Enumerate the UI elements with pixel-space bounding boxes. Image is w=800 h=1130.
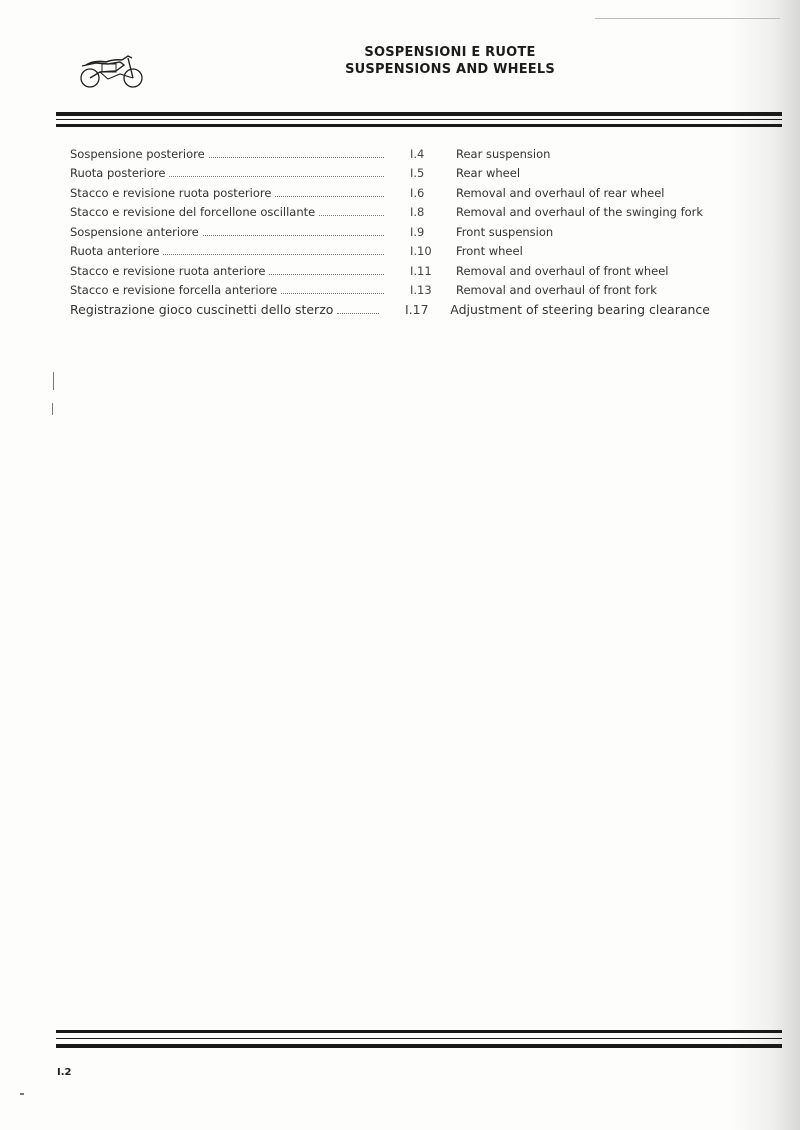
toc-italian-label: Ruota posteriore	[70, 166, 166, 180]
scan-mark	[52, 403, 53, 415]
toc-page-ref: I.6	[410, 185, 425, 200]
header-rule-thin	[56, 119, 782, 120]
toc-italian-label: Ruota anteriore	[70, 244, 160, 258]
scan-mark	[20, 1093, 24, 1095]
section-title-italian: SOSPENSIONI E RUOTE	[364, 45, 536, 60]
toc-english-label: Rear wheel	[456, 166, 521, 180]
page-edge-shadow	[730, 0, 800, 1130]
page-number: I.2	[57, 1067, 72, 1078]
toc-english-label: Removal and overhaul of rear wheel	[456, 185, 665, 200]
toc-page-ref: I.4	[410, 146, 425, 161]
section-title	[300, 44, 600, 78]
toc-leader-dots	[281, 293, 384, 294]
toc-english-label: Rear suspension	[456, 146, 551, 161]
footer-rule-thin	[56, 1038, 782, 1039]
header-rule-bottom	[56, 124, 782, 127]
toc-italian-entry	[70, 205, 388, 219]
table-of-contents	[70, 141, 710, 317]
toc-italian-label: Stacco e revisione ruota posteriore	[70, 185, 272, 200]
toc-english-label: Removal and overhaul of front wheel	[456, 263, 669, 278]
motorcycle-icon	[76, 52, 148, 90]
toc-leader-dots	[203, 235, 384, 236]
header-rule-thick	[56, 112, 782, 116]
toc-english-label: Front suspension	[456, 224, 554, 239]
toc-italian-label: Sospensione posteriore	[70, 146, 205, 161]
toc-italian-entry	[70, 186, 388, 200]
toc-page-ref: I.11	[410, 263, 432, 278]
toc-english-label: Removal and overhaul of the swinging fork	[456, 205, 704, 219]
toc-italian-entry	[70, 147, 388, 161]
toc-page-ref: I.5	[410, 166, 425, 180]
footer-rule-top	[56, 1030, 782, 1033]
toc-row	[70, 239, 710, 259]
toc-leader-dots	[163, 254, 384, 255]
toc-italian-label: Stacco e revisione forcella anteriore	[70, 283, 278, 297]
toc-leader-dots	[337, 313, 379, 314]
toc-page-ref: I.9	[410, 224, 425, 239]
toc-italian-entry	[70, 264, 388, 278]
toc-leader-dots	[209, 157, 384, 158]
toc-row	[70, 278, 710, 298]
toc-english-label: Adjustment of steering bearing clearance	[450, 301, 710, 317]
toc-page-ref: I.8	[410, 205, 425, 219]
toc-leader-dots	[275, 196, 384, 197]
toc-page-ref: I.10	[410, 244, 432, 258]
toc-italian-entry	[70, 283, 388, 297]
toc-row	[70, 200, 710, 220]
toc-italian-entry	[70, 244, 388, 258]
toc-leader-dots	[319, 215, 384, 216]
toc-row	[70, 161, 710, 181]
toc-english-label: Front wheel	[456, 244, 523, 258]
toc-row	[70, 141, 710, 161]
toc-english-label: Removal and overhaul of front fork	[456, 283, 657, 297]
toc-row	[70, 297, 710, 317]
toc-page-ref: I.13	[410, 283, 432, 297]
section-title-english: SUSPENSIONS AND WHEELS	[345, 62, 555, 77]
toc-italian-label: Stacco e revisione ruota anteriore	[70, 263, 266, 278]
scan-mark	[53, 372, 54, 390]
toc-page-ref: I.17	[405, 301, 429, 317]
toc-leader-dots	[269, 274, 384, 275]
toc-italian-label: Sospensione anteriore	[70, 224, 199, 239]
toc-italian-label: Registrazione gioco cuscinetti dello sterzo	[70, 301, 334, 317]
top-divider-line	[595, 18, 780, 19]
footer-rule-thick	[56, 1044, 782, 1048]
toc-leader-dots	[169, 176, 384, 177]
toc-italian-entry	[70, 225, 388, 239]
toc-italian-entry	[70, 302, 383, 317]
toc-row	[70, 180, 710, 200]
toc-row	[70, 258, 710, 278]
toc-italian-entry	[70, 166, 388, 180]
toc-row	[70, 219, 710, 239]
toc-italian-label: Stacco e revisione del forcellone oscillante	[70, 205, 316, 219]
